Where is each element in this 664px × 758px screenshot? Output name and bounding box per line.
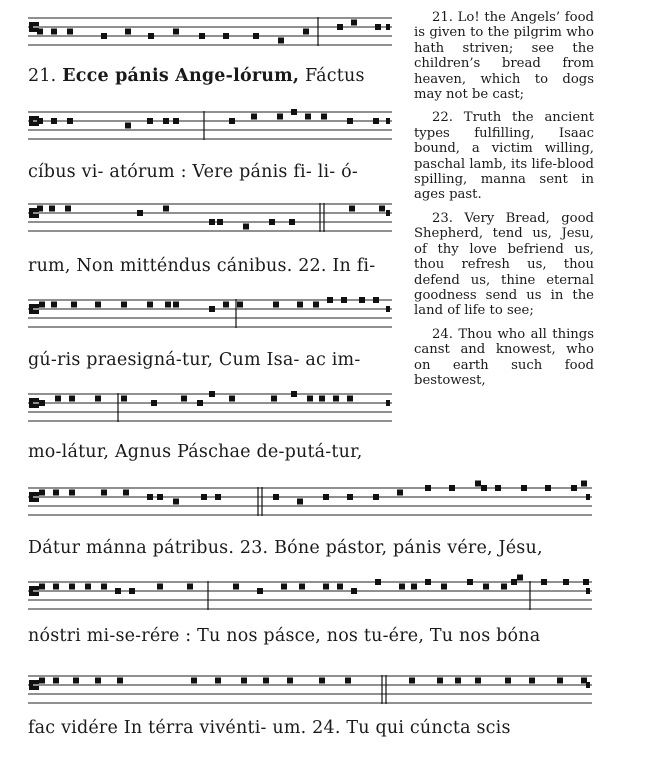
neume-note	[475, 481, 481, 487]
neume-note	[95, 396, 101, 402]
neume-note	[411, 584, 417, 590]
neume-note	[137, 210, 143, 216]
neume-note	[101, 490, 107, 496]
neume-note	[313, 302, 319, 308]
neume-note	[337, 584, 343, 590]
c-clef	[29, 398, 33, 408]
neume-note	[449, 485, 455, 491]
lyric-text: gú-ris praesigná-tur, Cum Isa- ac im-	[28, 350, 361, 370]
lyric-line-3	[28, 256, 375, 276]
neume-note	[95, 678, 101, 684]
chant-staff-2	[0, 104, 400, 152]
neume-note	[53, 490, 59, 496]
neume-note	[347, 396, 353, 402]
neume-note	[148, 33, 154, 39]
neume-note	[253, 33, 259, 39]
neume-note	[117, 678, 123, 684]
neume-note	[125, 29, 131, 35]
chant-staff-7	[0, 574, 600, 622]
neume-note	[571, 485, 577, 491]
neume-note	[467, 579, 473, 585]
neume-note	[101, 33, 107, 39]
neume-note	[39, 490, 45, 496]
neume-note	[359, 297, 365, 303]
neume-note	[39, 400, 45, 406]
custos	[386, 118, 390, 124]
neume-note	[165, 302, 171, 308]
neume-note	[557, 678, 563, 684]
neume-note	[545, 485, 551, 491]
neume-note	[173, 118, 179, 124]
custos	[586, 494, 590, 500]
neume-note	[217, 219, 223, 225]
neume-note	[345, 678, 351, 684]
neume-note	[173, 499, 179, 505]
c-clef-part	[33, 498, 39, 502]
lyric-text: 21.	[28, 66, 63, 86]
neume-note	[251, 114, 257, 120]
lyric-line-5	[28, 442, 363, 462]
neume-note	[197, 400, 203, 406]
neume-note	[85, 584, 91, 590]
neume-note	[455, 678, 461, 684]
neume-note	[425, 579, 431, 585]
c-clef-part	[33, 680, 39, 684]
c-clef	[29, 116, 33, 126]
chant-staff-8	[0, 668, 600, 716]
neume-note	[291, 391, 297, 397]
neume-note	[121, 302, 127, 308]
neume-note	[399, 584, 405, 590]
neume-note	[69, 490, 75, 496]
custos	[386, 400, 390, 406]
chant-staff-4	[0, 292, 400, 340]
translation-verse-23: 23. Very Bread, good Shepherd, tend us, Jesu, of thy love befriend us, thou refresh us, thou defend us, thine eternal goodness send us in the land of life to see;	[414, 210, 594, 319]
neume-note	[51, 29, 57, 35]
neume-note	[187, 584, 193, 590]
neume-note	[73, 678, 79, 684]
neume-note	[229, 396, 235, 402]
c-clef-part	[33, 492, 39, 496]
neume-note	[483, 584, 489, 590]
neume-note	[53, 584, 59, 590]
lyric-text: rum, Non mitténdus cánibus. 22. In fi-	[28, 256, 376, 276]
neume-note	[437, 678, 443, 684]
chant-staff-3	[0, 196, 400, 244]
neume-note	[269, 219, 275, 225]
neume-note	[375, 579, 381, 585]
neume-note	[67, 29, 73, 35]
neume-note	[273, 494, 279, 500]
neume-note	[209, 391, 215, 397]
neume-note	[53, 678, 59, 684]
neume-note	[243, 224, 249, 230]
neume-note	[209, 306, 215, 312]
neume-note	[347, 118, 353, 124]
neume-note	[121, 396, 127, 402]
lyric-line-7	[28, 626, 540, 646]
neume-note	[297, 499, 303, 505]
neume-note	[517, 575, 523, 581]
neume-note	[115, 588, 121, 594]
neume-note	[375, 24, 381, 30]
neume-note	[281, 584, 287, 590]
neume-note	[37, 29, 43, 35]
neume-note	[241, 678, 247, 684]
neume-note	[67, 118, 73, 124]
translation-column	[414, 10, 594, 388]
neume-note	[209, 219, 215, 225]
neume-note	[39, 302, 45, 308]
neume-note	[581, 481, 587, 487]
neume-note	[273, 302, 279, 308]
lyric-incipit: Ecce pánis Ange-lórum,	[62, 66, 300, 86]
neume-note	[373, 494, 379, 500]
neume-note	[163, 206, 169, 212]
c-clef-part	[33, 686, 39, 690]
c-clef	[29, 208, 33, 218]
neume-note	[65, 206, 71, 212]
neume-note	[505, 678, 511, 684]
lyric-line-1	[28, 66, 365, 86]
neume-note	[583, 579, 589, 585]
lyric-text: Dátur mánna pátribus. 23. Bóne pástor, pánis vére, Jésu,	[28, 538, 543, 558]
c-clef-part	[33, 22, 39, 26]
neume-note	[373, 297, 379, 303]
neume-note	[181, 396, 187, 402]
neume-note	[39, 678, 45, 684]
lyric-line-4	[28, 350, 360, 370]
lyric-text: Fáctus	[299, 66, 365, 86]
neume-note	[409, 678, 415, 684]
neume-note	[297, 302, 303, 308]
neume-note	[101, 584, 107, 590]
neume-note	[37, 118, 43, 124]
neume-note	[215, 678, 221, 684]
neume-note	[163, 118, 169, 124]
neume-note	[157, 494, 163, 500]
neume-note	[95, 302, 101, 308]
neume-note	[321, 114, 327, 120]
neume-note	[277, 114, 283, 120]
c-clef-part	[33, 310, 39, 314]
neume-note	[495, 485, 501, 491]
neume-note	[307, 396, 313, 402]
lyric-text: nóstri mi-se-rére : Tu nos pásce, nos tu-ére, Tu nos bóna	[28, 626, 541, 646]
neume-note	[373, 118, 379, 124]
neume-note	[379, 206, 385, 212]
neume-note	[287, 678, 293, 684]
neume-note	[289, 219, 295, 225]
neume-note	[347, 494, 353, 500]
neume-note	[151, 400, 157, 406]
lyric-text: mo-látur, Agnus Páschae de-putá-tur,	[28, 442, 363, 462]
c-clef-part	[33, 304, 39, 308]
c-clef	[29, 304, 33, 314]
neume-note	[37, 206, 43, 212]
neume-note	[173, 302, 179, 308]
neume-note	[229, 118, 235, 124]
neume-note	[278, 38, 284, 44]
translation-verse-21: 21. Lo! the Angels’ food is given to the pilgrim who hath striven; see the children’s bread from heaven, which to dogs may not be cast;	[414, 10, 594, 103]
neume-note	[563, 579, 569, 585]
neume-note	[237, 302, 243, 308]
neume-note	[397, 490, 403, 496]
c-clef	[29, 680, 33, 690]
neume-note	[511, 579, 517, 585]
neume-note	[51, 302, 57, 308]
neume-note	[323, 494, 329, 500]
neume-note	[129, 588, 135, 594]
neume-note	[303, 29, 309, 35]
c-clef	[29, 586, 33, 596]
c-clef-part	[33, 592, 39, 596]
neume-note	[147, 118, 153, 124]
custos	[586, 588, 590, 594]
lyric-line-8	[28, 718, 511, 738]
lyric-text: cíbus vi- atórum : Vere pánis fi- li- ó-	[28, 162, 359, 182]
neume-note	[71, 302, 77, 308]
c-clef-part	[33, 586, 39, 590]
neume-note	[147, 494, 153, 500]
neume-note	[541, 579, 547, 585]
neume-note	[319, 396, 325, 402]
neume-note	[341, 297, 347, 303]
custos	[386, 24, 390, 30]
neume-note	[69, 396, 75, 402]
neume-note	[323, 584, 329, 590]
neume-note	[501, 584, 507, 590]
neume-note	[305, 114, 311, 120]
c-clef-part	[33, 398, 39, 402]
translation-verse-22: 22. Truth the ancient types fulfilling, Isaac bound, a victim willing, paschal lamb, its life-blood spilling, manna sent in ages past.	[414, 110, 594, 203]
neume-note	[157, 584, 163, 590]
neume-note	[349, 206, 355, 212]
lyric-line-2	[28, 162, 358, 182]
c-clef	[29, 22, 33, 32]
neume-note	[425, 485, 431, 491]
neume-note	[475, 678, 481, 684]
neume-note	[51, 118, 57, 124]
neume-note	[263, 678, 269, 684]
neume-note	[351, 20, 357, 26]
custos	[586, 682, 590, 688]
neume-note	[199, 33, 205, 39]
neume-note	[521, 485, 527, 491]
neume-note	[333, 396, 339, 402]
neume-note	[299, 584, 305, 590]
custos	[386, 306, 390, 312]
neume-note	[351, 588, 357, 594]
neume-note	[39, 584, 45, 590]
neume-note	[223, 33, 229, 39]
chant-staff-6	[0, 480, 600, 528]
neume-note	[215, 494, 221, 500]
neume-note	[441, 584, 447, 590]
neume-note	[173, 29, 179, 35]
neume-note	[223, 302, 229, 308]
neume-note	[69, 584, 75, 590]
neume-note	[55, 396, 61, 402]
c-clef-part	[33, 404, 39, 408]
neume-note	[123, 490, 129, 496]
custos	[386, 210, 390, 216]
chant-staff-1	[0, 10, 400, 58]
neume-note	[147, 302, 153, 308]
neume-note	[125, 123, 131, 129]
lyric-text: fac vidére In térra vivénti- um. 24. Tu qui cúncta scis	[28, 718, 511, 738]
lyric-line-6	[28, 538, 543, 558]
neume-note	[337, 24, 343, 30]
neume-note	[49, 206, 55, 212]
neume-note	[257, 588, 263, 594]
neume-note	[271, 396, 277, 402]
c-clef	[29, 492, 33, 502]
neume-note	[529, 678, 535, 684]
translation-verse-24: 24. Thou who all things canst and knowest, who on earth such food bestowest,	[414, 326, 594, 388]
neume-note	[327, 297, 333, 303]
neume-note	[191, 678, 197, 684]
neume-note	[201, 494, 207, 500]
chant-staff-5	[0, 386, 400, 434]
c-clef-part	[33, 214, 39, 218]
neume-note	[291, 109, 297, 115]
neume-note	[233, 584, 239, 590]
neume-note	[319, 678, 325, 684]
neume-note	[481, 485, 487, 491]
